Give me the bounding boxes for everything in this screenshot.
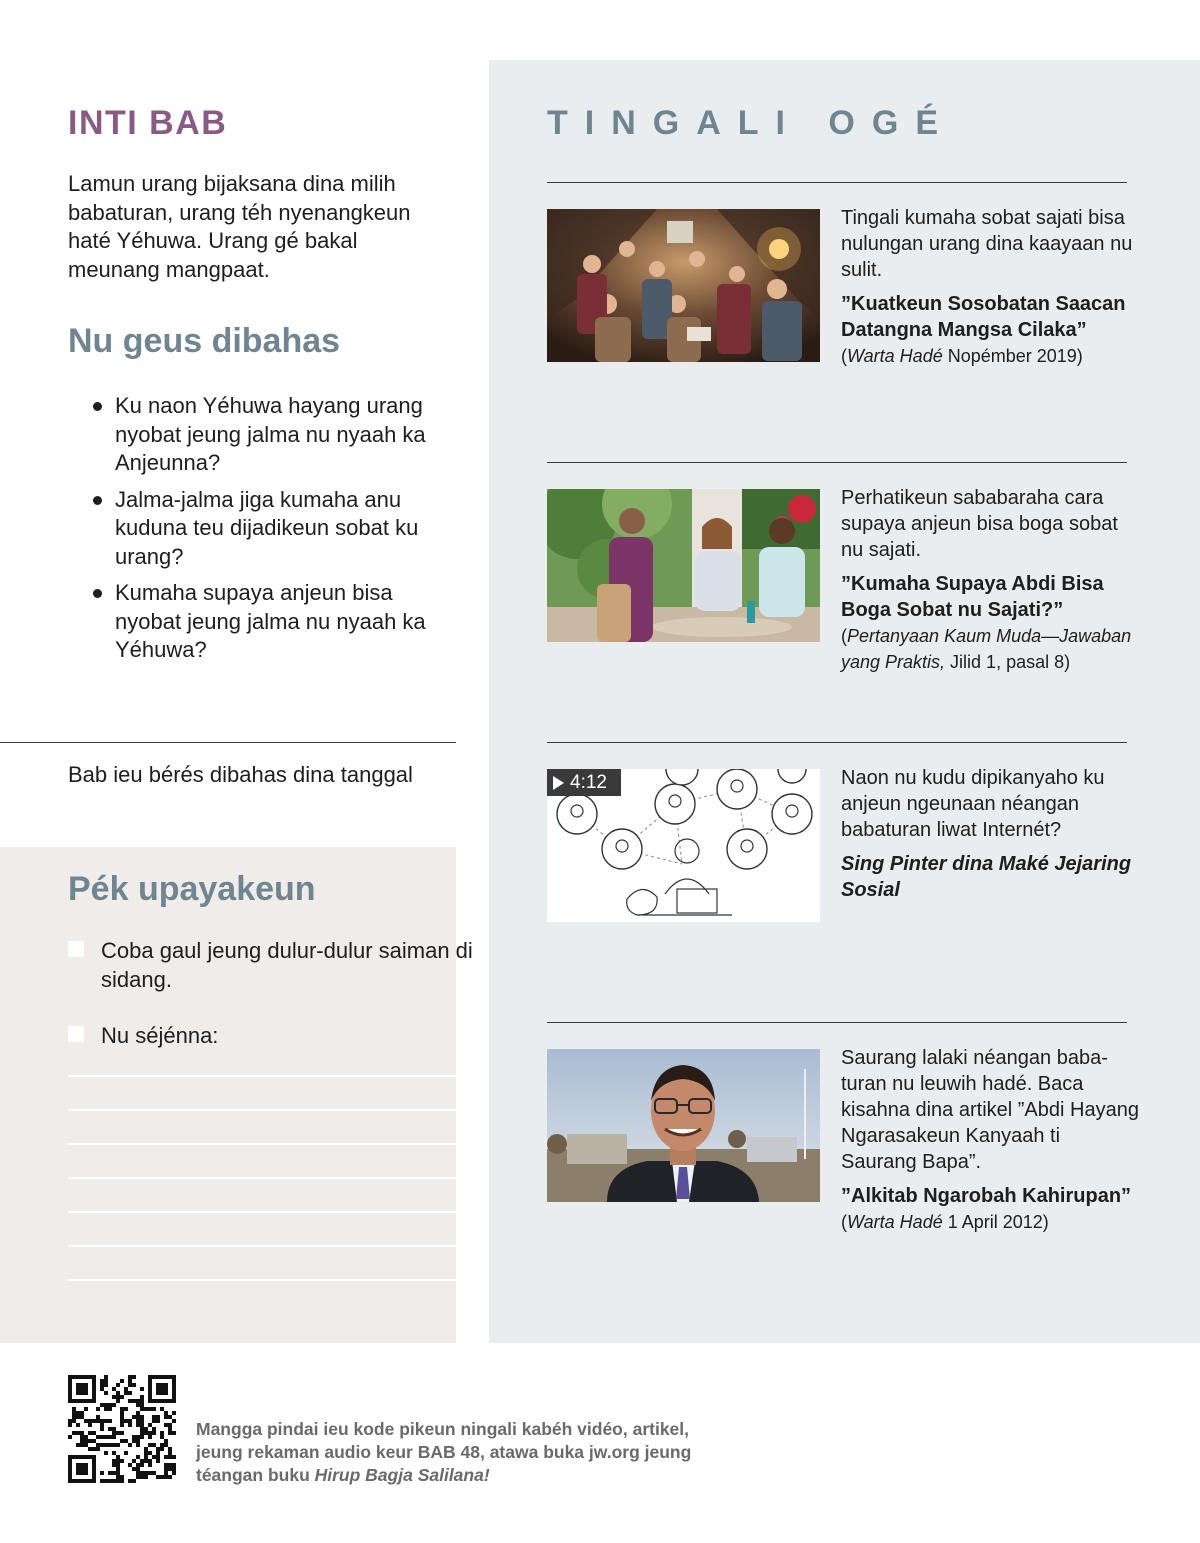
reference-description: Perhatikeun sababaraha cara supaya anjeun bisa boga sobat nu sajati. (841, 487, 1118, 561)
video-duration-badge (547, 769, 621, 796)
pek-upayakeun-heading: Pék upayakeun (68, 870, 316, 908)
qr-code-icon[interactable] (68, 1375, 176, 1483)
reference-article-2 (841, 485, 1141, 675)
divider (547, 1022, 1127, 1023)
checkbox[interactable] (68, 941, 84, 957)
article-thumbnail-smiling-man[interactable] (547, 1049, 820, 1202)
divider (547, 182, 1127, 183)
video-duration: 4:12 (570, 772, 607, 793)
writing-line[interactable] (68, 1177, 456, 1179)
reference-title-link[interactable]: ”Kumaha Supaya Abdi Bisa Boga Sobat nu Sajati?” (841, 573, 1104, 621)
reference-article-1 (841, 205, 1141, 369)
nu-geus-dibahas-heading: Nu geus dibahas (68, 322, 341, 360)
reference-title-link[interactable]: ”Alkitab Ngarobah Kahirupan” (841, 1185, 1132, 1207)
pek-upayakeun-box (0, 847, 456, 1343)
goal-item (68, 937, 481, 994)
footer-instructions: Mangga pindai ieu kode pikeun ningali kabéh vidéo, artikel, jeung rekaman audio keur BAB 48, atawa buka jw.org jeung téangan buku Hirup Bagja Salilana! (196, 1419, 692, 1485)
completion-date-label: Bab ieu bérés dibahas dina tanggal (68, 762, 413, 787)
inti-bab-text: Lamun urang bijaksana dina milih babaturan, urang téh nyenangkeun haté Yéhuwa. Urang gé bakal meunang mangpaat. (68, 171, 411, 282)
video-thumbnail-social-network[interactable] (547, 769, 820, 922)
reference-source: (Pertanyaan Kaum Muda—Jawaban yang Praktis, Jilid 1, pasal 8) (841, 626, 1132, 672)
writing-line[interactable] (68, 1075, 456, 1077)
reference-source: (Warta Hadé Nopémber 2019) (841, 346, 1083, 366)
reference-source: (Warta Hadé 1 April 2012) (841, 1212, 1049, 1232)
goal-item-label: Coba gaul jeung dulur-dulur saiman di sidang. (101, 938, 473, 992)
article-thumbnail-three-friends[interactable] (547, 489, 820, 642)
review-question: Kumaha supaya anjeun bisa nyobat jeung jalma nu nyaah ka Yéhuwa? (90, 579, 450, 665)
bullet-icon (93, 402, 102, 411)
bullet-icon (93, 496, 102, 505)
goal-item-other (68, 1022, 481, 1051)
review-question-list (90, 392, 450, 673)
reference-description: Saurang lalaki néangan babaturan nu leuwih hadé. Baca kisahna dina artikel ”Abdi Hayang Ngarasakeun Kanyaah ti Saurang Bapa”. (841, 1047, 1139, 1173)
review-question: Ku naon Yéhuwa hayang urang nyobat jeung jalma nu nyaah ka Anjeunna? (90, 392, 450, 478)
writing-line[interactable] (68, 1211, 456, 1213)
goal-item-label: Nu séjénna: (101, 1023, 219, 1048)
bullet-icon (93, 589, 102, 598)
writing-line[interactable] (68, 1245, 456, 1247)
checkbox[interactable] (68, 1026, 84, 1042)
tingali-oge-heading: TINGALI OGÉ (547, 104, 955, 142)
play-icon (553, 776, 564, 790)
reference-title-link[interactable]: Sing Pinter dina Maké Jejaring Sosial (841, 853, 1132, 901)
divider (547, 462, 1127, 463)
reference-description: Naon nu kudu dipikanyaho ku anjeun ngeunaan néangan babaturan liwat Internét? (841, 767, 1105, 841)
reference-video-3 (841, 765, 1141, 903)
reference-description: Tingali kumaha sobat sajati bisa nulungan urang dina kaayaan nu sulit. (841, 207, 1133, 281)
inti-bab-heading: INTI BAB (68, 104, 228, 142)
writing-line[interactable] (68, 1143, 456, 1145)
article-thumbnail-attic-gathering[interactable] (547, 209, 820, 362)
writing-line[interactable] (68, 1279, 456, 1281)
review-question: Jalma-jalma jiga kumaha anu kuduna teu dijadikeun sobat ku urang? (90, 486, 450, 572)
divider (0, 742, 456, 743)
writing-line[interactable] (68, 1109, 456, 1111)
reference-article-4 (841, 1045, 1141, 1235)
reference-title-link[interactable]: ”Kuatkeun Sosobatan Saacan Datangna Mangsa Cilaka” (841, 293, 1126, 341)
book-title: Hirup Bagja Salilana! (314, 1465, 490, 1485)
divider (547, 742, 1127, 743)
